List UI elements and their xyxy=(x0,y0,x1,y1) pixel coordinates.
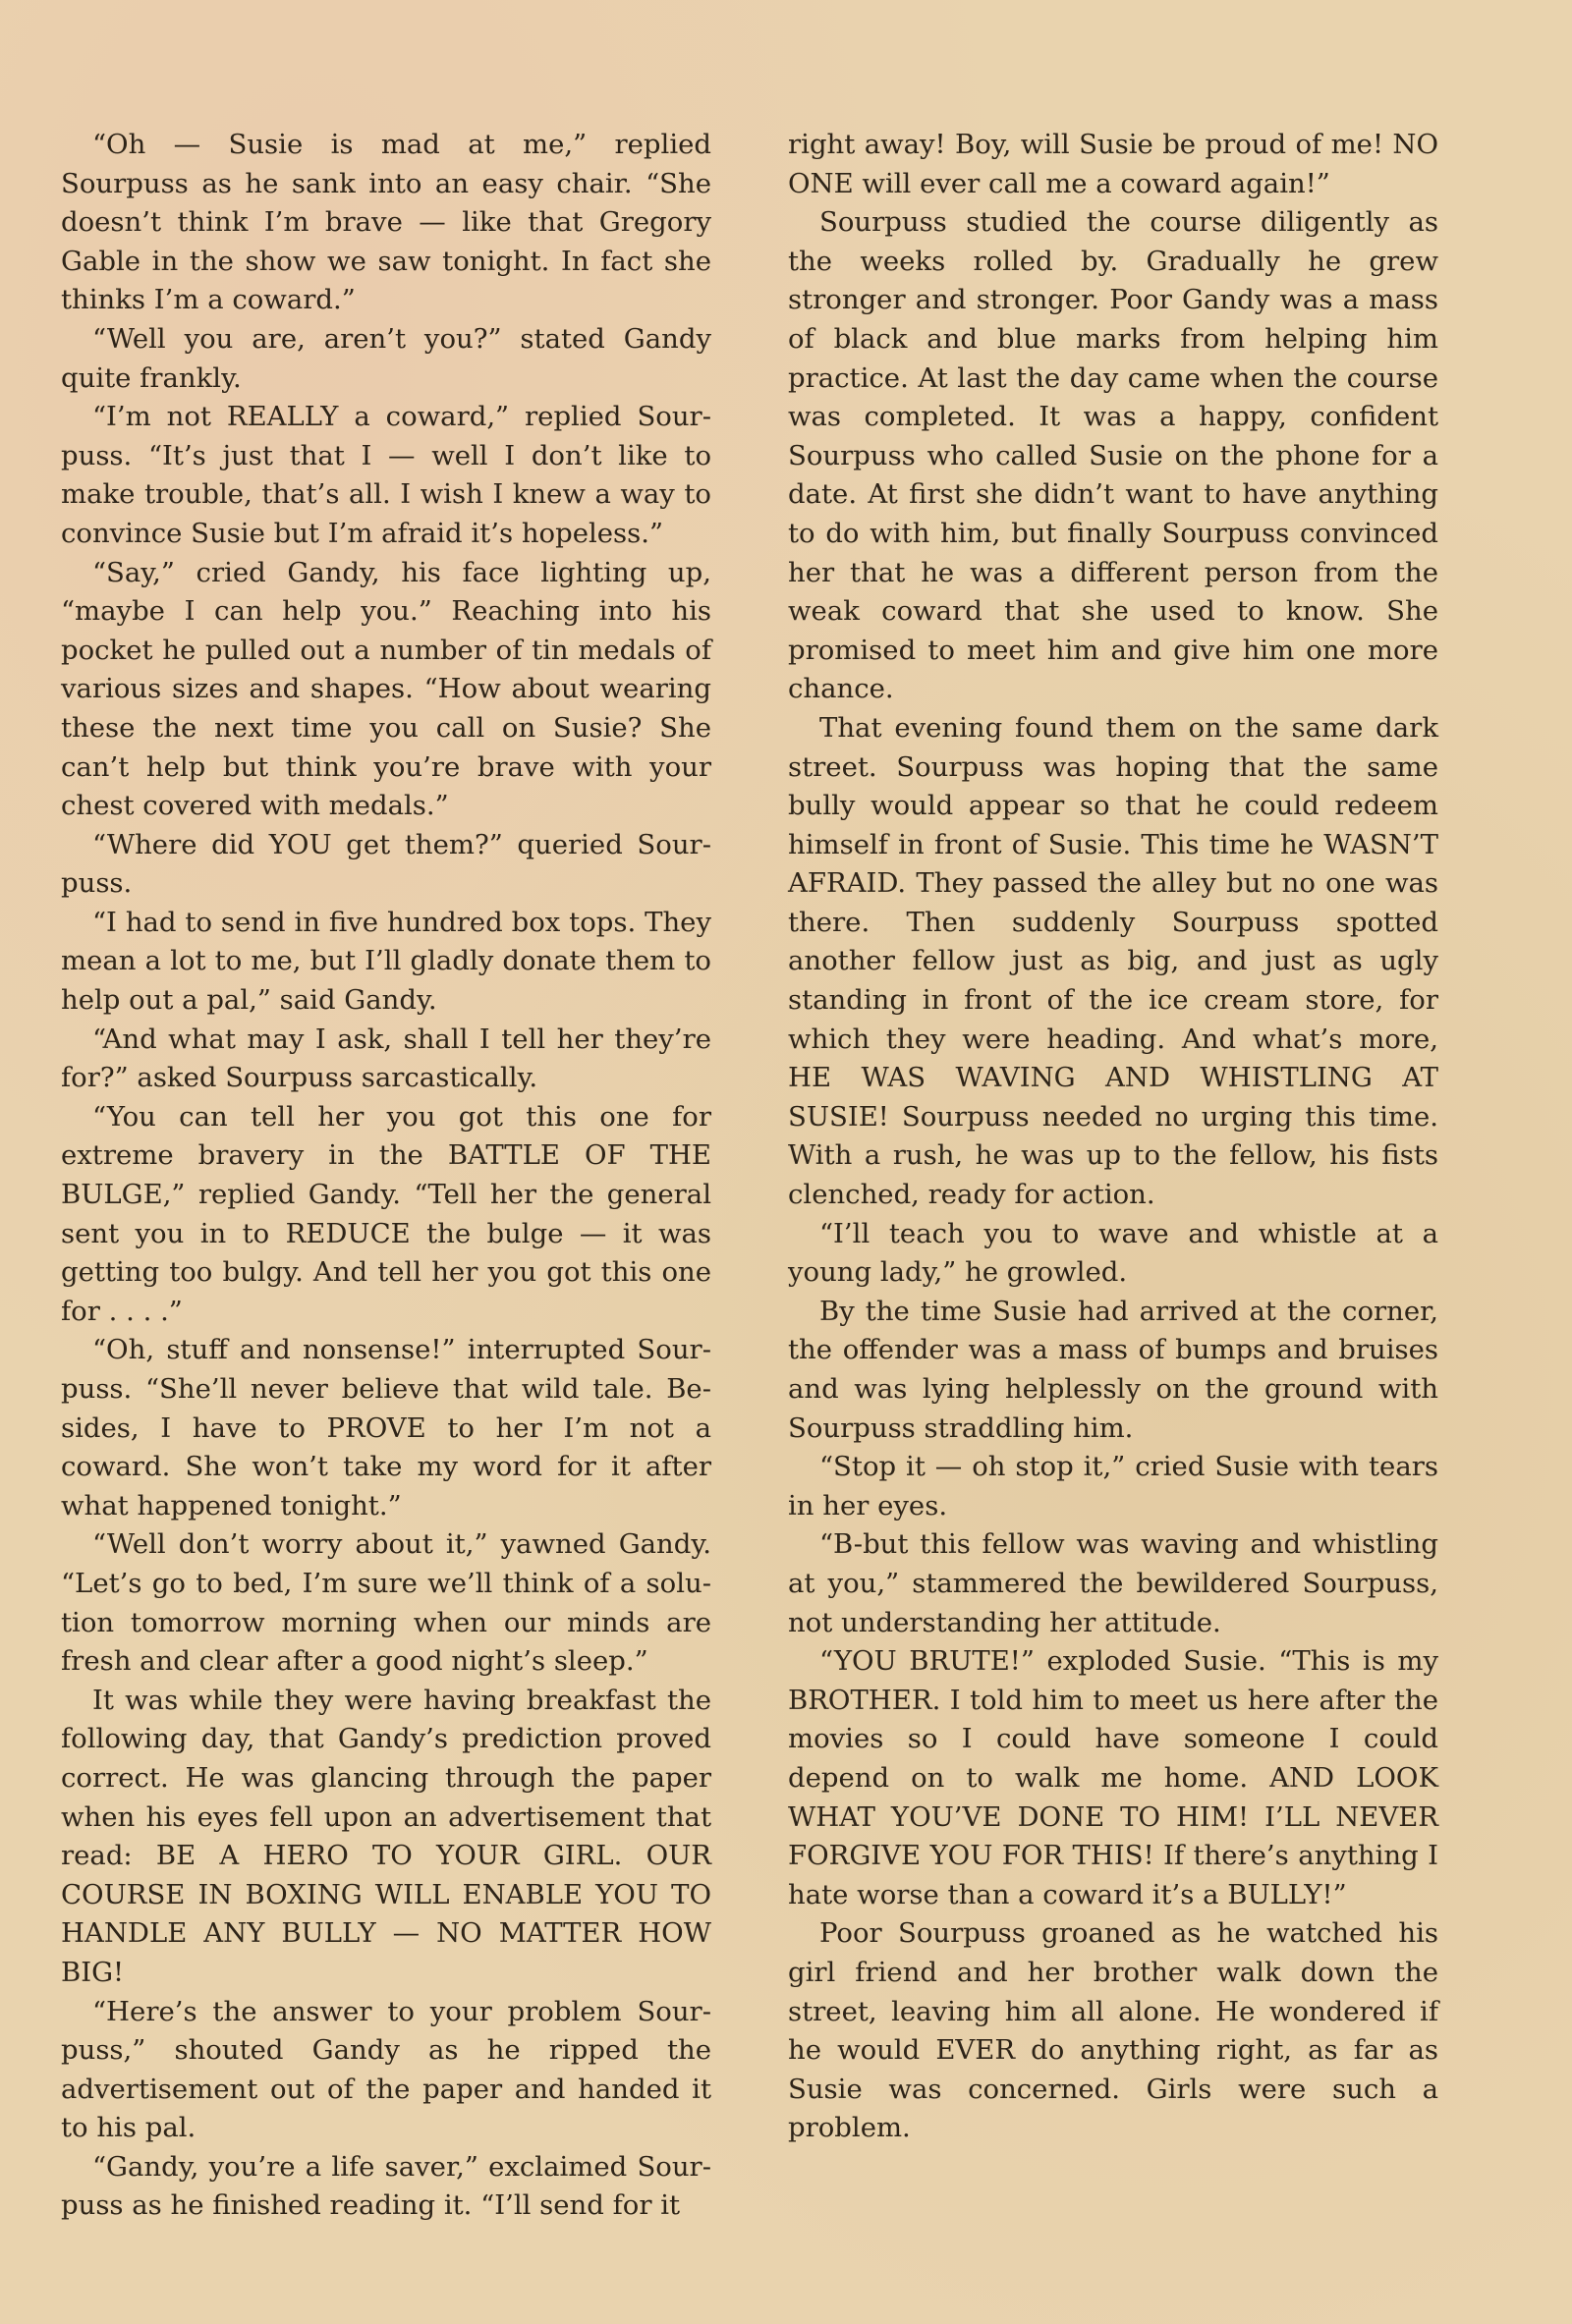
story-paragraph: Sourpuss studied the course diligently as the weeks rolled by. Gradually he grew stronger and stronger. Poor Gandy was a mass of black and blue marks from helping him practice. At last the day came when the course was completed. It was a happy, confident Sourpuss who called Susie on the phone for a date. At first she didn’t want to have anything to do with him, but finally Sourpuss convinced her that he was a different person from the weak coward that she used to know. She promised to meet him and give him one more chance. xyxy=(788,206,1438,705)
story-paragraph: “Gandy, you’re a life saver,” exclaimed Sourpuss as he finished reading it. “I’ll send for it xyxy=(61,2150,711,2222)
story-paragraph: “Where did YOU get them?” queried Sourpuss. xyxy=(61,828,711,900)
story-paragraph: “I had to send in five hundred box tops. They mean a lot to me, but I’ll gladly donate them to help out a pal,” said Gandy. xyxy=(61,906,711,1017)
story-paragraph: “You can tell her you got this one for extreme bravery in the BATTLE OF THE BULGE,” replied Gandy. “Tell her the general sent you in to REDUCE the bulge — it was getting too bulgy. And tell her you got this one for . . . .” xyxy=(61,1100,711,1327)
story-paragraph: “I’ll teach you to wave and whistle at a young lady,” he growled. xyxy=(788,1217,1438,1289)
story-paragraph: “Oh — Susie is mad at me,” replied Sourpuss as he sank into an easy chair. “She doesn’t think I’m brave — like that Gregory Gable in the show we saw tonight. In fact she thinks I’m a coward.” xyxy=(61,129,711,316)
story-paragraph: “Well don’t worry about it,” yawned Gandy. “Let’s go to bed, I’m sure we’ll think of a solution tomorrow morning when our minds are fresh and clear after a good night’s sleep.” xyxy=(61,1528,711,1678)
story-paragraph: Poor Sourpuss groaned as he watched his girl friend and her brother walk down the street, leaving him all alone. He wondered if he would EVER do anything right, as far as Susie was concerned. Girls were such a problem. xyxy=(788,1917,1438,2144)
story-paragraph: “Say,” cried Gandy, his face lighting up, “maybe I can help you.” Reaching into his pocket he pulled out a number of tin medals of various sizes and shapes. “How about wearing these the next time you call on Susie? She can’t help but think you’re brave with your chest covered with medals.” xyxy=(61,556,711,822)
story-paragraph: “I’m not REALLY a coward,” replied Sourpuss. “It’s just that I — well I don’t like to make trouble, that’s all. I wish I knew a way to convince Susie but I’m afraid it’s hopeless.” xyxy=(61,401,711,549)
right-column xyxy=(788,126,1438,2148)
story-paragraph: “Oh, stuff and nonsense!” interrupted Sourpuss. “She’ll never believe that wild tale. Besides, I have to PROVE to her I’m not a coward. She won’t take my word for it after what happened tonight.” xyxy=(61,1334,711,1522)
left-column xyxy=(61,126,711,2226)
story-paragraph: “Here’s the answer to your problem Sourpuss,” shouted Gandy as he ripped the advertisement out of the paper and handed it to his pal. xyxy=(61,1995,711,2144)
story-paragraph: It was while they were having breakfast the following day, that Gandy’s prediction proved correct. He was glancing through the paper when his eyes fell upon an advertisement that read: BE A HERO TO YOUR GIRL. OUR COURSE IN BOXING WILL ENABLE YOU TO HANDLE ANY BULLY — NO MATTER HOW BIG! xyxy=(61,1684,711,1988)
story-paragraph: That evening found them on the same dark street. Sourpuss was hoping that the same bully would appear so that he could redeem himself in front of Susie. This time he WASN’T AFRAID. They passed the alley but no one was there. Then suddenly Sourpuss spotted another fellow just as big, and just as ugly standing in front of the ice cream store, for which they were heading. And what’s more, HE WAS WAVING AND WHISTLING AT SUSIE! Sourpuss needed no urging this time. With a rush, he was up to the fellow, his fists clenched, ready for action. xyxy=(788,711,1438,1211)
story-paragraph: “Well you are, aren’t you?” stated Gandy quite frankly. xyxy=(61,322,711,394)
story-paragraph-continuation: right away! Boy, will Susie be proud of me! NO ONE will ever call me a coward again!” xyxy=(788,129,1438,199)
story-paragraph: “B-but this fellow was waving and whistling at you,” stammered the bewildered Sourpuss, not understanding her attitude. xyxy=(788,1528,1438,1638)
story-paragraph: “Stop it — oh stop it,” cried Susie with tears in her eyes. xyxy=(788,1451,1438,1522)
story-paragraph: By the time Susie had arrived at the corner, the offender was a mass of bumps and bruises and was lying helplessly on the ground with Sourpuss straddling him. xyxy=(788,1295,1438,1444)
story-paragraph: “And what may I ask, shall I tell her they’re for?” asked Sourpuss sarcastically. xyxy=(61,1023,711,1094)
story-paragraph: “YOU BRUTE!” exploded Susie. “This is my BROTHER. I told him to meet us here after the movies so I could have someone I could depend on to walk me home. AND LOOK WHAT YOU’VE DONE TO HIM! I’LL NEVER FORGIVE YOU FOR THIS! If there’s anything I hate worse than a coward it’s a BULLY!” xyxy=(788,1645,1438,1910)
